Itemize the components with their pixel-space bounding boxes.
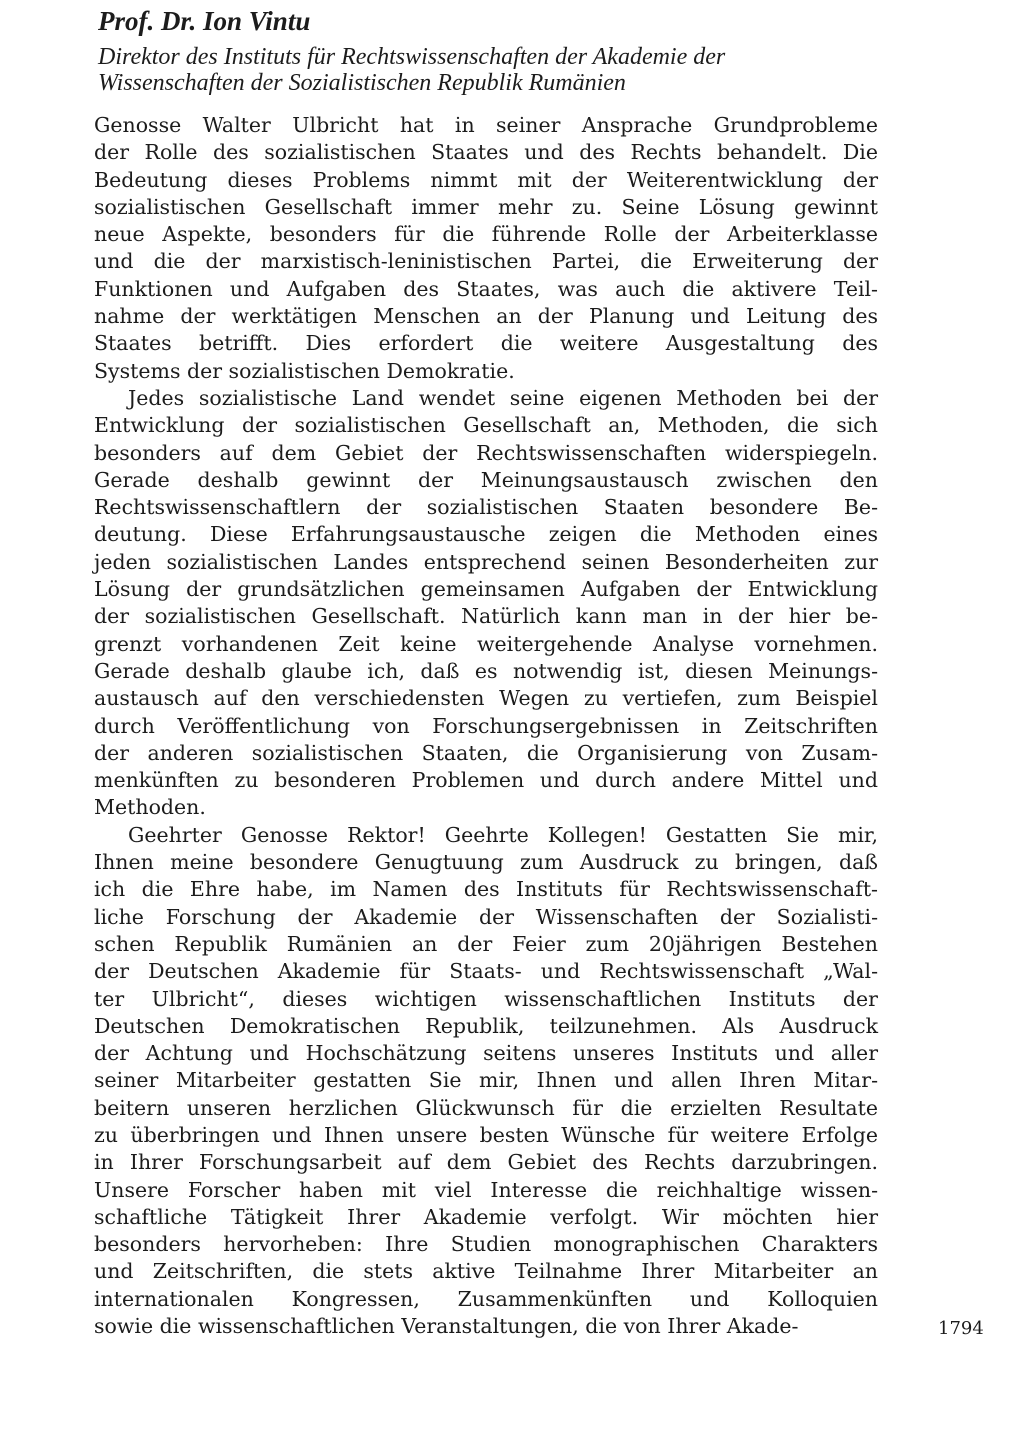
text-line: sozialistischen Gesellschaft immer mehr zu. Seine Lösung gewinnt: [94, 194, 878, 219]
text-line: seiner Mitarbeiter gestatten Sie mir, Ihnen und allen Ihren Mitar-: [94, 1068, 878, 1093]
text-line: Ihnen meine besondere Genugtuung zum Ausdruck zu bringen, daß: [94, 850, 878, 875]
author-role: [98, 44, 878, 96]
text-line: und die der marxistisch-leninistischen Partei, die Erweiterung der: [94, 249, 878, 274]
text-line: Lösung der grundsätzlichen gemeinsamen Aufgaben der Entwicklung: [94, 577, 878, 602]
text-line: nahme der werktätigen Menschen an der Planung und Leitung des: [94, 304, 878, 329]
text-line: der Deutschen Akademie für Staats- und Rechtswissenschaft „Wal-: [94, 959, 878, 984]
text-line: Unsere Forscher haben mit viel Interesse die reichhaltige wissen-: [94, 1177, 878, 1202]
text-line: Geehrter Genosse Rektor! Geehrte Kollegen! Gestatten Sie mir,: [128, 822, 878, 847]
text-line: Genosse Walter Ulbricht hat in seiner Ansprache Grundprobleme: [94, 113, 878, 137]
page-number: 1794: [938, 1318, 984, 1339]
text-line: der sozialistischen Gesellschaft. Natürlich kann man in der hier be-: [94, 604, 878, 629]
text-line: ter Ulbricht“, dieses wichtigen wissenschaftlichen Instituts der: [94, 986, 878, 1011]
paragraph: [94, 822, 878, 1341]
paragraph: [94, 385, 878, 822]
text-line: Bedeutung dieses Problems nimmt mit der Weiterentwicklung der: [94, 167, 878, 192]
text-line: schaftliche Tätigkeit Ihrer Akademie verfolgt. Wir möchten hier: [94, 1204, 878, 1229]
text-line: Staates betrifft. Dies erfordert die weitere Ausgestaltung des: [94, 331, 878, 356]
text-line: beitern unseren herzlichen Glückwunsch für die erzielten Resultate: [94, 1095, 878, 1120]
text-line: der Rolle des sozialistischen Staates und des Rechts behandelt. Die: [94, 140, 878, 165]
author-role-line: Wissenschaften der Sozialistischen Republik Rumänien: [98, 70, 626, 96]
text-line: besonders hervorheben: Ihre Studien monographischen Charakters: [94, 1232, 878, 1257]
text-line: deutung. Diese Erfahrungsaustausche zeigen die Methoden eines: [94, 522, 878, 547]
text-line: menkünften zu besonderen Problemen und durch andere Mittel und: [94, 768, 878, 793]
text-line: zu überbringen und Ihnen unsere besten Wünsche für weitere Erfolge: [94, 1122, 878, 1147]
text-line: Funktionen und Aufgaben des Staates, was auch die aktivere Teil-: [94, 276, 878, 301]
text-line: internationalen Kongressen, Zusammenkünften und Kolloquien: [94, 1286, 878, 1311]
text-line: Deutschen Demokratischen Republik, teilzunehmen. Als Ausdruck: [94, 1013, 878, 1038]
paragraph: [94, 112, 878, 385]
text-line: austausch auf den verschiedensten Wegen zu vertiefen, zum Beispiel: [94, 686, 878, 711]
text-line: besonders auf dem Gebiet der Rechtswissenschaften widerspiegeln.: [94, 440, 878, 465]
text-line: Methoden.: [94, 795, 206, 820]
text-line: Entwicklung der sozialistischen Gesellschaft an, Methoden, die sich: [94, 413, 878, 438]
text-line: liche Forschung der Akademie der Wissenschaften der Sozialisti-: [94, 904, 878, 929]
text-line: neue Aspekte, besonders für die führende Rolle der Arbeiterklasse: [94, 222, 878, 247]
text-line: Jedes sozialistische Land wendet seine eigenen Methoden bei der: [128, 385, 878, 410]
text-line: und Zeitschriften, die stets aktive Teilnahme Ihrer Mitarbeiter an: [94, 1259, 878, 1284]
text-line: der anderen sozialistischen Staaten, die Organisierung von Zusam-: [94, 740, 878, 765]
text-line: jeden sozialistischen Landes entsprechend seinen Besonderheiten zur: [94, 549, 878, 574]
body-text: [94, 112, 878, 1340]
author-role-line: Direktor des Instituts für Rechtswissenschaften der Akademie der: [98, 44, 726, 70]
author-name: Prof. Dr. Ion Vintu: [98, 6, 311, 36]
text-line: sowie die wissenschaftlichen Veranstaltungen, die von Ihrer Akade-: [94, 1314, 799, 1339]
text-line: Rechtswissenschaftlern der sozialistischen Staaten besondere Be-: [94, 495, 878, 520]
text-line: der Achtung und Hochschätzung seitens unseres Instituts und aller: [94, 1041, 878, 1066]
text-line: Gerade deshalb gewinnt der Meinungsaustausch zwischen den: [94, 467, 878, 492]
text-line: durch Veröffentlichung von Forschungsergebnissen in Zeitschriften: [94, 713, 878, 738]
text-line: ich die Ehre habe, im Namen des Instituts für Rechtswissenschaft-: [94, 877, 878, 902]
text-line: grenzt vorhandenen Zeit keine weitergehende Analyse vornehmen.: [94, 631, 878, 656]
text-line: Gerade deshalb glaube ich, daß es notwendig ist, diesen Meinungs-: [94, 658, 878, 683]
text-line: schen Republik Rumänien an der Feier zum 20jährigen Bestehen: [94, 931, 878, 956]
text-line: in Ihrer Forschungsarbeit auf dem Gebiet des Rechts darzubringen.: [94, 1150, 878, 1175]
text-line: Systems der sozialistischen Demokratie.: [94, 358, 515, 383]
